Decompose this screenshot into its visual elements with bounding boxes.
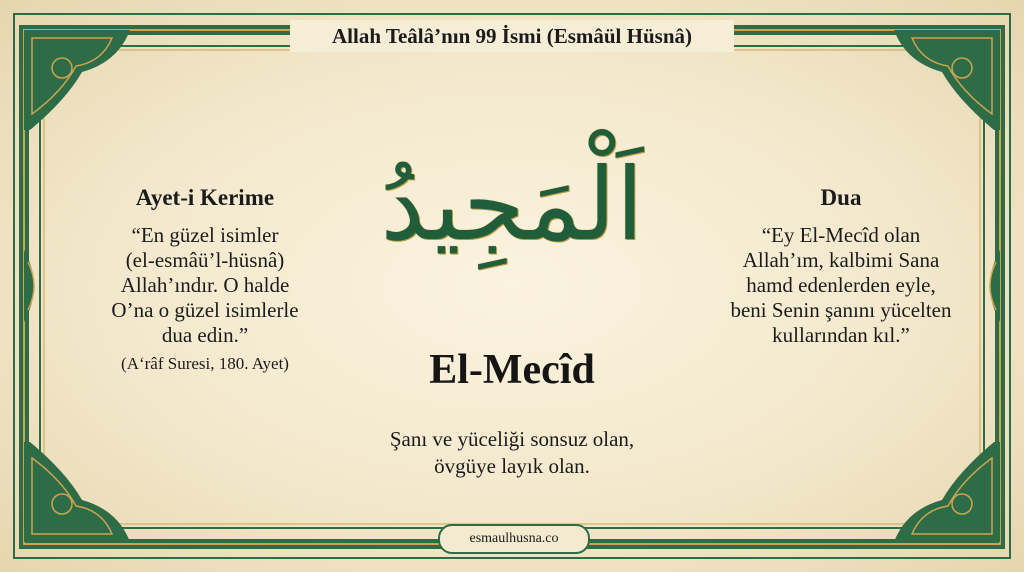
name-meaning <box>312 426 712 480</box>
corner-ornament-bottom-left <box>24 442 130 542</box>
website-link[interactable]: esmaulhusna.co <box>469 531 559 546</box>
verse-line: “En güzel isimler <box>131 223 279 247</box>
verse-text <box>60 223 350 348</box>
page-title: Allah Teâlâ’nın 99 İsmi (Esmâül Hüsnâ) <box>331 23 692 48</box>
verse-reference: (A‘râf Suresi, 180. Ayet) <box>121 354 289 373</box>
prayer-line: “Ey El-Mecîd olan <box>761 223 921 247</box>
corner-ornament-top-left <box>24 30 130 130</box>
title-banner <box>290 20 734 52</box>
verse-column <box>60 185 350 374</box>
verse-line: (el-esmâü’l-hüsnâ) <box>125 248 285 272</box>
prayer-line: hamd edenlerden eyle, <box>746 273 936 297</box>
verse-heading: Ayet-i Kerime <box>135 185 275 210</box>
website-badge[interactable] <box>438 524 590 554</box>
prayer-heading: Dua <box>820 185 862 210</box>
corner-ornament-top-right <box>894 30 1000 130</box>
verse-line: Allah’ındır. O halde <box>120 273 290 297</box>
prayer-line: beni Senin şanını yücelten <box>730 298 952 322</box>
meaning-line: Şanı ve yüceliği sonsuz olan, <box>389 427 635 451</box>
verse-line: O’na o güzel isimlerle <box>111 298 299 322</box>
verse-line: dua edin.” <box>161 323 249 347</box>
divine-name: El-Mecîd <box>429 347 595 393</box>
meaning-line: övgüye layık olan. <box>434 454 590 478</box>
side-ornament-left <box>24 250 34 322</box>
prayer-column <box>676 185 1006 348</box>
prayer-text <box>676 223 1006 348</box>
corner-ornament-bottom-right <box>894 442 1000 542</box>
arabic-calligraphy: اَلْمَجِيدُ <box>380 146 644 263</box>
prayer-line: Allah’ım, kalbimi Sana <box>742 248 940 272</box>
prayer-line: kullarından kıl.” <box>772 323 910 347</box>
